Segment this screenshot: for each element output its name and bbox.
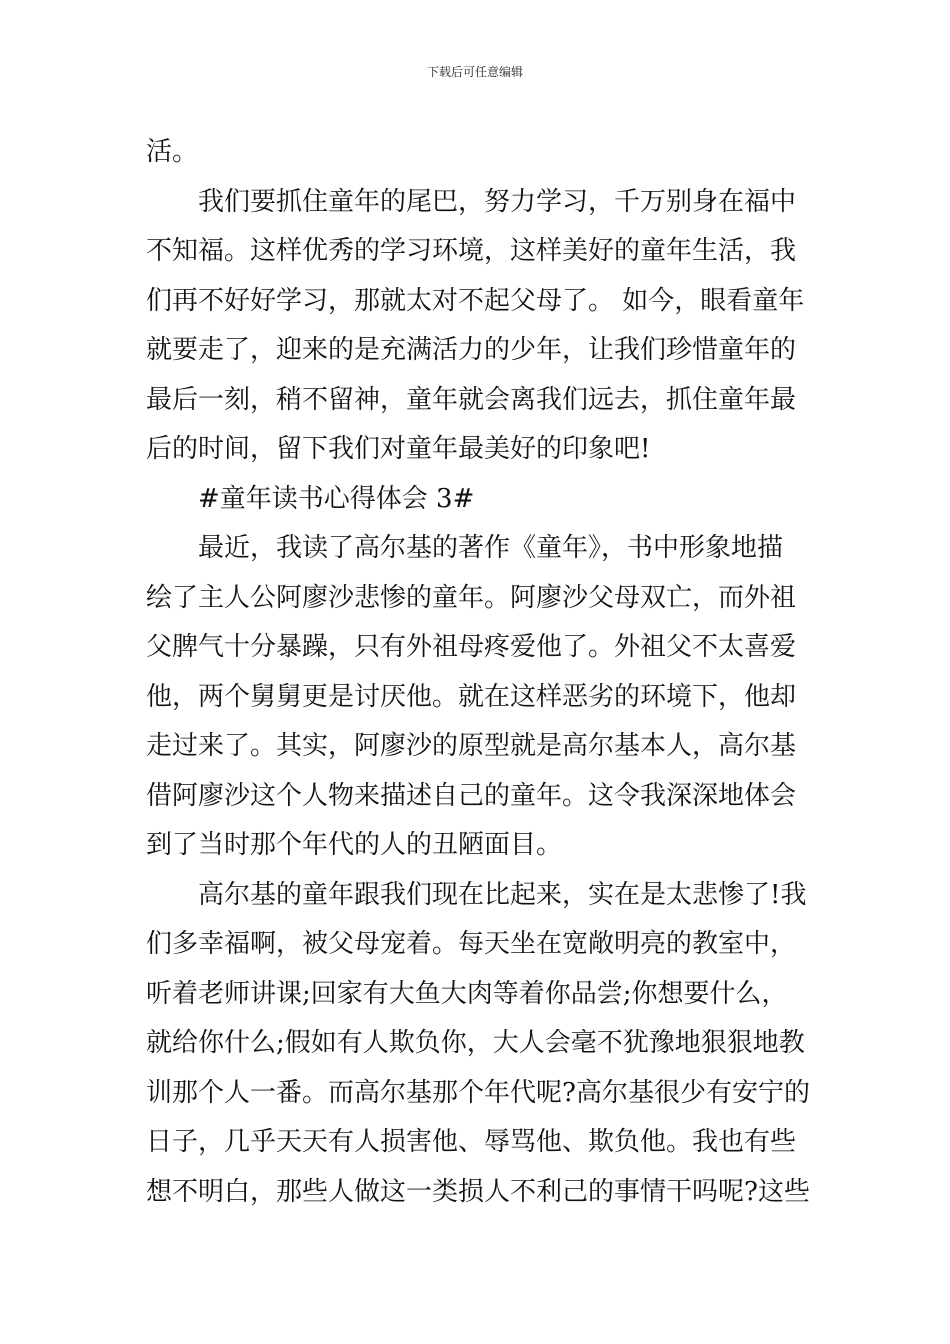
text-line: 日子，几乎天天有人损害他、辱骂他、欺负他。我也有些 — [146, 1127, 797, 1157]
text-line: 后的时间，留下我们对童年最美好的印象吧! — [146, 434, 651, 464]
text-line: 想不明白，那些人做这一类损人不利己的事情干吗呢?这些 — [146, 1176, 810, 1207]
text-line: 借阿廖沙这个人物来描述自己的童年。这令我深深地体会 — [146, 780, 797, 811]
text-line: 走过来了。其实，阿廖沙的原型就是高尔基本人，高尔基 — [146, 731, 797, 761]
section-heading: #童年读书心得体会 3# — [198, 483, 475, 514]
text-line: 最后一刻，稍不留神，童年就会离我们远去，抓住童年最 — [146, 384, 797, 415]
text-line: 活。 — [146, 137, 199, 167]
text-line: 就要走了，迎来的是充满活力的少年，让我们珍惜童年的 — [146, 335, 797, 365]
text-line: 就给你什么;假如有人欺负你，大人会毫不犹豫地狠狠地教 — [146, 1028, 805, 1058]
text-line: 到了当时那个年代的人的丑陋面目。 — [146, 830, 563, 860]
text-line: 父脾气十分暴躁，只有外祖母疼爱他了。外祖父不太喜爱 — [146, 632, 797, 662]
text-line: 们再不好好学习，那就太对不起父母了。 如今，眼看童年 — [146, 285, 805, 316]
text-line: 高尔基的童年跟我们现在比起来，实在是太悲惨了!我 — [198, 879, 807, 910]
text-line: 听着老师讲课;回家有大鱼大肉等着你品尝;你想要什么， — [146, 978, 788, 1009]
text-line: 他，两个舅舅更是讨厌他。就在这样恶劣的环境下，他却 — [146, 681, 797, 712]
page-header: 下载后可任意编辑 — [426, 65, 523, 79]
text-line: 们多幸福啊，被父母宠着。每天坐在宽敞明亮的教室中， — [146, 929, 797, 959]
text-line: 我们要抓住童年的尾巴，努力学习，千万别身在福中 — [198, 186, 797, 217]
document-body — [146, 128, 812, 1217]
text-line: 最近，我读了高尔基的著作《童年》，书中形象地描 — [198, 533, 784, 563]
text-line: 绘了主人公阿廖沙悲惨的童年。阿廖沙父母双亡，而外祖 — [146, 582, 797, 613]
text-line: 训那个人一番。而高尔基那个年代呢?高尔基很少有安宁的 — [146, 1077, 810, 1108]
text-line: 不知福。这样优秀的学习环境，这样美好的童年生活，我 — [146, 236, 797, 266]
